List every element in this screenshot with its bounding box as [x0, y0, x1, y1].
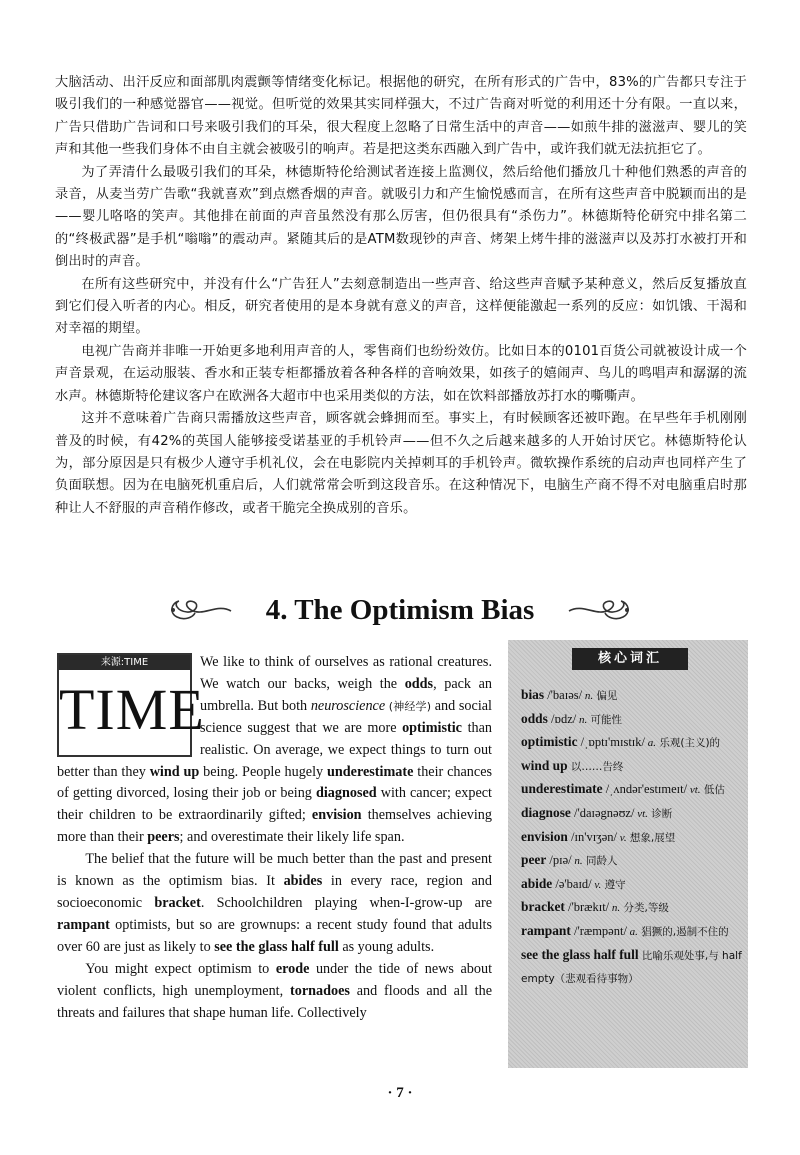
chinese-translation-text [55, 72, 747, 520]
vocab-phonetic: /'ræmpənt/ [570, 923, 627, 938]
vocab-phonetic: /'brækɪt/ [564, 900, 610, 915]
keyword: optimistic [402, 719, 462, 736]
vocab-meaning: 比喻乐观处事,与 half empty（悲观看待事物） [521, 949, 742, 986]
cn-paragraph: 电视广告商并非唯一开始更多地利用声音的人，零售商们也纷纷效仿。比如日本的0101百货公司就被设计成一个声音景观，在运动服装、香水和正装专柜都播放着各种各样的音响效果，如孩子的嬉闹声、鸟儿的鸣唱声和潺潺的流水声。林德斯特伦建议客户在欧洲各大超市中也采用类似的方法，如在饮料部播放苏打水的嘶嘶声。 [55, 343, 747, 404]
vocabulary-list [521, 684, 743, 991]
time-logo: TIME [59, 677, 205, 742]
vocab-phonetic: /'daɪəgnəʊz/ [570, 805, 635, 820]
source-label: 来源:TIME [59, 655, 190, 670]
vocab-meaning: 想象,展望 [626, 831, 676, 844]
keyword: abides [283, 873, 323, 890]
vocab-item [521, 708, 743, 732]
vocab-item [521, 778, 743, 802]
article-title: 4. The Optimism Bias [265, 594, 535, 626]
keyword: bracket [154, 894, 201, 911]
vocab-pos: n. [609, 902, 621, 915]
keyword: peers [147, 829, 180, 846]
text-run: being. People hugely [199, 763, 327, 780]
text-run: as young adults. [338, 938, 435, 955]
vocab-meaning: 分类,等级 [620, 902, 669, 915]
vocab-pos: vt. [634, 807, 648, 820]
vocab-word: abide [521, 875, 553, 891]
text-run: optimists, but so are grownups: a recent study found that adults over 60 are just as likely to [57, 916, 492, 955]
vocab-meaning: 遵守 [601, 878, 626, 891]
text-run: and floods and all the threats and failures that shape human life. Collectively [57, 982, 492, 1021]
en-paragraph [57, 849, 492, 959]
vocab-meaning: 同龄人 [582, 855, 618, 868]
vocab-phonetic: /ɒdz/ [547, 711, 577, 726]
swirl-ornament-right-icon [565, 597, 635, 623]
vocab-item [521, 896, 743, 920]
vocab-meaning: 猖獗的,遏制不住的 [637, 925, 729, 938]
text-run: We like to think of ourselves as rational creatures. We watch our backs, weigh the [200, 654, 492, 692]
vocabulary-panel [508, 640, 748, 1068]
keyword: underestimate [326, 763, 414, 780]
vocab-word: wind up [521, 757, 568, 773]
cn-paragraph: 在所有这些研究中，并没有什么“广告狂人”去刻意制造出一些声音、给这些声音赋予某种意义，然后反复播放直到它们侵入听者的内心。相反，研究者使用的是本身就有意义的声音，这样便能激起一系列的反应：如饥饿、干渴和对幸福的期望。 [55, 276, 747, 337]
text-run: The belief that the future will be much better than the past and present is known as the optimism bias. It [57, 851, 492, 890]
vocabulary-title: 核心词汇 [572, 648, 688, 670]
source-box-spacer [57, 652, 205, 758]
vocab-word: rampant [521, 922, 571, 938]
cn-paragraph: 大脑活动、出汗反应和面部肌肉震颤等情绪变化标记。根据他的研究，在所有形式的广告中，83%的广告都只专注于吸引我们的一种感觉器官——视觉。但听觉的效果其实同样强大，不过广告商对听觉的利用还十分有限。一直以来，广告只借助广告词和口号来吸引我们的耳朵，很大程度上忽略了日常生活中的声音——如煎牛排的滋滋声、婴儿的笑声和其他一些我们身体不由自主就会被吸引的响声。若是把这类东西融入到广告中，或许我们就无法抗拒它了。 [55, 75, 747, 158]
vocab-item [521, 755, 743, 779]
vocab-word: underestimate [521, 781, 603, 797]
text-run: in every race, region and socioeconomic [57, 873, 492, 911]
vocab-pos: n. [571, 855, 583, 868]
text-run: , pack an umbrella. But both [200, 675, 492, 714]
text-run: with cancer; expect their children to be extraordinarily gifted; [57, 785, 492, 824]
text-run: and social science suggest that we are more [200, 697, 492, 736]
english-article-text [57, 652, 492, 1024]
vocab-word: see the glass half full [521, 946, 639, 962]
vocab-item [521, 944, 743, 991]
vocab-phonetic: /ɪn'vɪʒən/ [567, 829, 618, 844]
vocab-item [521, 731, 743, 755]
vocab-word: peer [521, 852, 547, 868]
text-run: than realistic. On average, we expect things to turn out better than they [57, 719, 492, 780]
text-run: You might expect optimism to [85, 960, 276, 977]
keyword: envision [311, 807, 362, 824]
vocab-item [521, 920, 743, 944]
keyword: rampant [57, 916, 110, 933]
vocab-word: odds [521, 710, 548, 726]
text-run: themselves achieving more than their [57, 807, 492, 846]
vocab-word: bracket [521, 899, 565, 915]
vocab-meaning: 以……告终 [567, 760, 624, 773]
vocab-item [521, 849, 743, 873]
vocab-item [521, 802, 743, 826]
text-run: their chances of getting divorced, losing their job or being [57, 763, 493, 802]
vocab-meaning: 诊断 [647, 807, 673, 820]
vocab-pos: a. [626, 925, 638, 938]
vocab-pos: a. [645, 737, 657, 750]
keyword: see the glass half full [214, 938, 339, 955]
vocab-item [521, 873, 743, 897]
cn-paragraph: 这并不意味着广告商只需播放这些声音，顾客就会蜂拥而至。事实上，有时候顾客还被吓跑。在早些年手机刚刚普及的时候，有42%的英国人能够接受诺基亚的手机铃声——但不久之后越来越多的人开始讨厌它。林德斯特伦认为，部分原因是只有极少人遵守手机礼仪，会在电影院内关掉刺耳的手机铃声。微软操作系统的启动声也同样产生了负面联想。因为在电脑死机重启后，人们就常常会听到这段音乐。在这种情况下，电脑生产商不得不对电脑重启时那种让人不舒服的声音稍作修改，或者干脆完全换成别的音乐。 [55, 411, 747, 516]
keyword: erode [275, 960, 310, 977]
keyword: odds [404, 675, 434, 692]
vocab-pos: n. [576, 713, 588, 726]
vocab-word: envision [521, 828, 568, 844]
vocab-word: bias [521, 687, 545, 702]
vocab-word: diagnose [521, 804, 571, 820]
chinese-gloss: (神经学) [385, 699, 432, 713]
text-run: neuroscience [310, 697, 386, 714]
vocab-word: optimistic [521, 734, 578, 750]
vocab-pos: n. [582, 690, 594, 702]
cn-paragraph: 为了弄清什么最吸引我们的耳朵，林德斯特伦给测试者连接上监测仪，然后给他们播放几十种他们熟悉的声音的录音，从麦当劳广告歌“我就喜欢”到点燃香烟的声音。就吸引力和产生愉悦感而言，在所有这些声音中脱颖而出的是——婴儿咯咯的笑声。其他排在前面的声音虽然没有那么厉害，但仍很具有“杀伤力”。林德斯特伦研究中排名第二的“终极武器”是手机“嗡嗡”的震动声。紧随其后的是ATM数现钞的声音、烤架上烤牛排的滋滋声以及苏打水被打开和倒出时的声音。 [55, 164, 747, 270]
text-run: . Schoolchildren playing when-I-grow-up are [200, 894, 492, 911]
vocab-pos: v. [591, 878, 602, 891]
en-paragraph [57, 959, 492, 1025]
keyword: tornadoes [290, 982, 350, 999]
vocab-phonetic: /pɪə/ [546, 853, 572, 868]
vocab-phonetic: /ˌʌndər'estɪmeɪt/ [602, 782, 688, 797]
vocab-item [521, 826, 743, 850]
swirl-ornament-left-icon [165, 597, 235, 623]
keyword: diagnosed [315, 785, 377, 802]
text-run: under the tide of news about violent conflicts, high unemployment, [57, 960, 493, 999]
vocab-phonetic: /ə'baɪd/ [552, 876, 592, 891]
vocab-phonetic: /'baɪəs/ [544, 688, 583, 702]
article-title-row [0, 585, 800, 635]
vocab-meaning: 乐观(主义)的 [656, 737, 721, 750]
vocab-item [521, 684, 743, 708]
vocab-meaning: 低估 [700, 784, 725, 797]
vocab-pos: vt. [687, 784, 701, 797]
text-run: ; and overestimate their likely life span. [179, 829, 405, 846]
keyword: wind up [149, 763, 200, 780]
vocab-meaning: 偏见 [593, 690, 618, 702]
page-number: · 7 · [387, 1085, 413, 1101]
vocab-meaning: 可能性 [587, 713, 623, 726]
vocab-phonetic: /ˌɒptɪ'mɪstɪk/ [577, 735, 646, 750]
vocab-pos: v. [617, 831, 627, 844]
